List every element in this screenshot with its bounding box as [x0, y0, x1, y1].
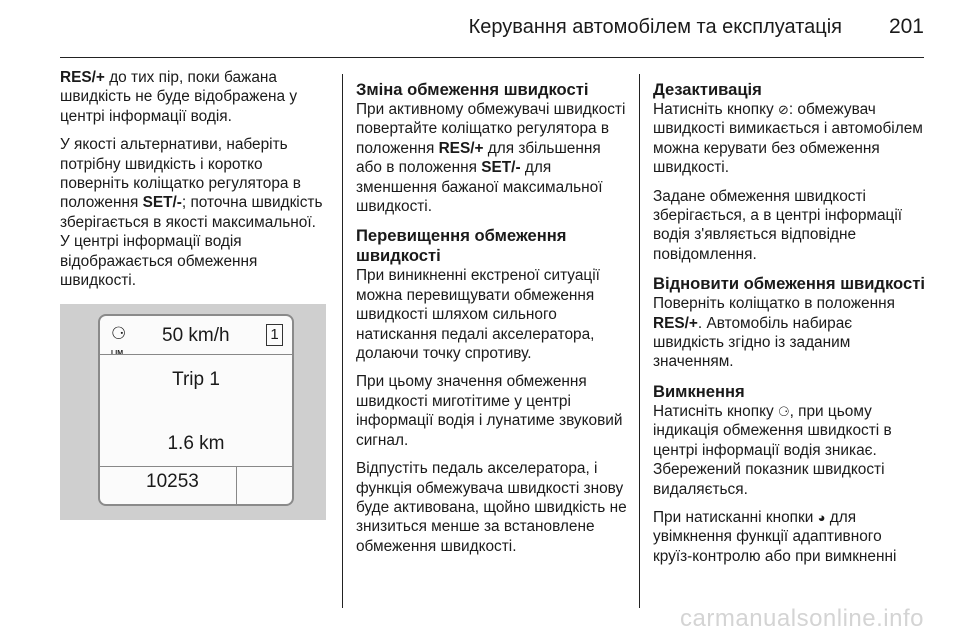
display-divider	[236, 466, 237, 504]
section-heading: Дезактивація	[653, 80, 762, 99]
paragraph: У якості альтернативи, наберіть потрібну швидкість і коротко поверніть коліщатко регулятора в положення SET/-; поточна швидкість зберігається в якості максимальної. У центрі інформації водія відображається обмеження швидкості.	[60, 136, 323, 290]
display-divider	[100, 354, 292, 355]
paragraph: Натисніть кнопку ⚆, при цьому індикація обмеження швидкості в центрі інформації водія зникає. Збережений показник швидкості видаляється.	[653, 402, 892, 498]
watermark: carmanualsonline.info	[680, 605, 924, 632]
trip-label: Trip 1	[172, 369, 220, 391]
column-divider	[342, 74, 343, 608]
trip-distance: 1.6 km	[167, 433, 225, 455]
display-divider	[100, 466, 292, 467]
driver-info-display	[98, 314, 294, 506]
paragraph: Поверніть коліщатко в положення RES/+. Автомобіль набирає швидкість згідно із заданим значенням.	[653, 295, 895, 371]
speed-limiter-icon: ⚆	[777, 403, 790, 419]
page-header	[0, 0, 960, 58]
paragraph: Натисніть кнопку ⊘: обмежувач швидкості вимикається і автомобілем можна керувати без обмеження швидкості.	[653, 101, 923, 177]
odometer: 10253	[146, 471, 199, 493]
header-rule	[60, 57, 924, 58]
driver-info-display-figure	[60, 304, 326, 520]
section-heading: Зміна обмеження швидкості	[356, 80, 589, 99]
section-heading: Відновити обмеження швидкості	[653, 274, 925, 294]
paragraph: RES/+ до тих пір, поки бажана швидкість не буде відображена у центрі інформації водія.	[60, 69, 298, 125]
speed-limit-value: 50 km/h	[162, 325, 230, 347]
paragraph: При натисканні кнопки ◕ для увімкнення функції адаптивного круїз-контролю або при вимкненні	[653, 508, 897, 565]
page-title: Керування автомобілем та експлуатація	[468, 16, 842, 38]
column-1	[60, 68, 328, 520]
column-2	[356, 68, 630, 565]
section-heading: Вимкнення	[653, 381, 745, 401]
paragraph: При активному обмежувачі швидкості повертайте коліщатко регулятора в положення RES/+ для збільшення або в положення SET/- для зменшення бажаної максимальної швидкості.	[356, 101, 626, 216]
column-3	[653, 68, 925, 575]
page-indicator: 1	[266, 324, 283, 346]
cruise-control-icon: ◕	[817, 509, 826, 525]
speed-limiter-icon: ⚆	[111, 324, 127, 344]
cancel-icon: ⊘	[777, 102, 789, 117]
section-heading: Перевищення обмеження швидкості	[356, 226, 567, 266]
column-divider	[639, 74, 640, 608]
paragraph: Відпустіть педаль акселератора, і функція обмежувача швидкості знову буде активована, щойно швидкість не знизиться менше за встановлене обмеження швидкості.	[356, 460, 627, 555]
paragraph: При цьому значення обмеження швидкості миготітиме у центрі інформації водія і лунатиме звуковий сигнал.	[356, 373, 623, 449]
paragraph: Задане обмеження швидкості зберігається, а в центрі інформації водія з'являється відповідне повідомлення.	[653, 187, 903, 263]
paragraph: При виникненні екстреної ситуації можна перевищувати обмеження швидкості шляхом сильного натискання педалі акселератора, долаючи точку спротиву.	[356, 267, 600, 363]
page-number: 201	[888, 15, 924, 38]
